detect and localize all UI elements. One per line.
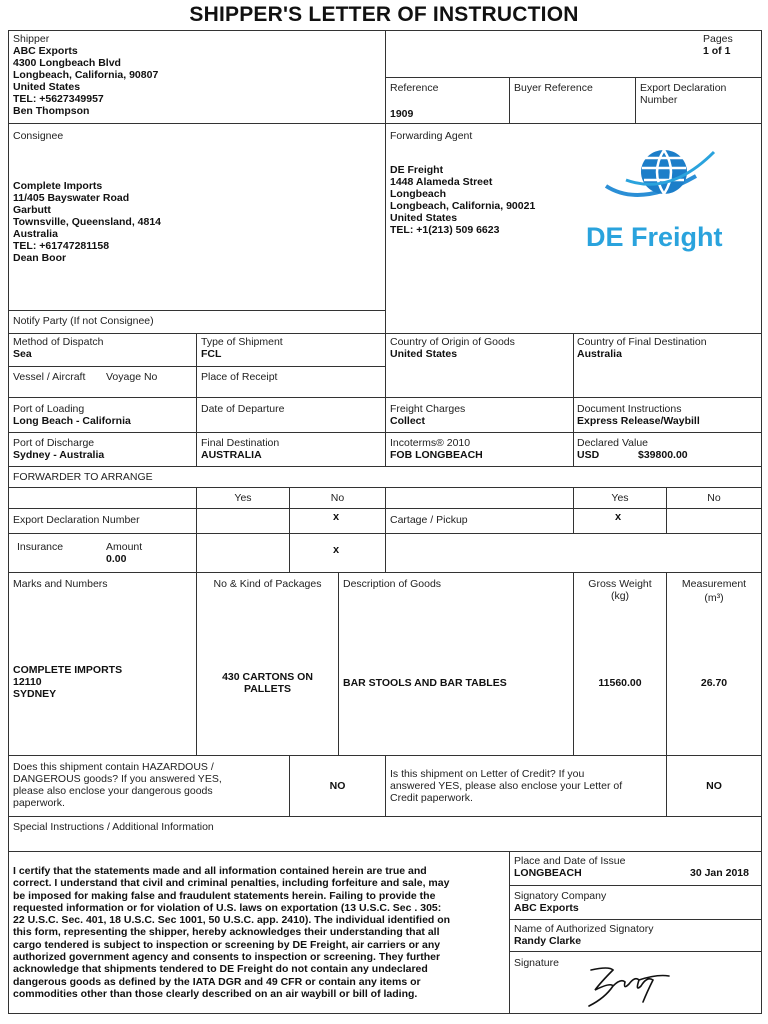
packages-cell bbox=[196, 572, 339, 756]
forwarding-agent-details: DE Freight 1448 Alameda Street Longbeach Longbeach, California, 90021 United States TEL: +1(213) 509 6623 bbox=[390, 164, 536, 236]
hazardous-answer: NO bbox=[329, 780, 346, 792]
voyage-number-label: Voyage No bbox=[106, 371, 158, 383]
no-header-right: No bbox=[707, 492, 721, 504]
reference-label: Reference bbox=[390, 82, 439, 94]
declared-value-amount: $39800.00 bbox=[638, 449, 688, 461]
forwarding-agent-label: Forwarding Agent bbox=[390, 130, 473, 142]
type-of-shipment-value: FCL bbox=[201, 348, 222, 360]
insurance-amount-label: Amount bbox=[106, 541, 143, 553]
description-value: BAR STOOLS AND BAR TABLES bbox=[343, 677, 507, 689]
shipper-label: Shipper bbox=[13, 33, 50, 45]
final-destination-value: AUSTRALIA bbox=[201, 449, 262, 461]
marks-numbers-label: Marks and Numbers bbox=[13, 578, 108, 590]
document-title: SHIPPER'S LETTER OF INSTRUCTION bbox=[189, 3, 579, 26]
insurance-no-mark: x bbox=[333, 544, 340, 556]
freight-charges-label: Freight Charges bbox=[390, 403, 466, 415]
packages-label: No & Kind of Packages bbox=[213, 578, 322, 590]
country-of-origin-label: Country of Origin of Goods bbox=[390, 336, 515, 348]
place-date-issue-label: Place and Date of Issue bbox=[514, 855, 626, 867]
type-of-shipment-label: Type of Shipment bbox=[201, 336, 283, 348]
consignee-details: Complete Imports 11/405 Bayswater Road Garbutt Townsville, Queensland, 4814 Australia TEL: +61747281158 Dean Boor bbox=[13, 180, 162, 264]
country-of-origin-value: United States bbox=[390, 348, 458, 360]
port-of-discharge-value: Sydney - Australia bbox=[13, 449, 105, 461]
country-of-final-destination-value: Australia bbox=[577, 348, 622, 360]
buyer-reference-label: Buyer Reference bbox=[514, 82, 593, 94]
export-declaration-number-label: Export Declaration Number bbox=[640, 82, 727, 106]
insurance-amount-value: 0.00 bbox=[106, 553, 127, 565]
yes-no-header-right bbox=[385, 487, 574, 509]
measurement-value: 26.70 bbox=[700, 677, 728, 689]
port-of-loading-label: Port of Loading bbox=[13, 403, 85, 415]
pages-value: 1 of 1 bbox=[703, 45, 731, 57]
globe-logo-icon bbox=[600, 146, 726, 210]
date-of-issue-value: 30 Jan 2018 bbox=[690, 867, 749, 879]
method-of-dispatch-value: Sea bbox=[13, 348, 32, 360]
export-declaration-row-label: Export Declaration Number bbox=[13, 514, 140, 526]
de-freight-logo: DE Freight bbox=[586, 222, 723, 252]
port-of-loading-value: Long Beach - California bbox=[13, 415, 131, 427]
signatory-company-label: Signatory Company bbox=[514, 890, 607, 902]
handwritten-signature bbox=[583, 962, 673, 1008]
insurance-row-cell bbox=[8, 533, 197, 573]
gross-weight-label: Gross Weight (kg) bbox=[588, 578, 652, 602]
place-of-receipt-label: Place of Receipt bbox=[201, 371, 278, 383]
incoterms-label: Incoterms® 2010 bbox=[390, 437, 471, 449]
signature-label: Signature bbox=[514, 957, 559, 969]
cartage-pickup-label: Cartage / Pickup bbox=[390, 514, 468, 526]
insurance-yes-cell bbox=[196, 533, 290, 573]
port-of-discharge-label: Port of Discharge bbox=[13, 437, 95, 449]
reference-value: 1909 bbox=[390, 108, 414, 120]
cartage-pickup-yes-mark: x bbox=[615, 511, 622, 523]
no-header-left: No bbox=[330, 492, 345, 504]
measurement-label: Measurement bbox=[681, 578, 747, 590]
authorized-signatory-label: Name of Authorized Signatory bbox=[514, 923, 654, 935]
hazardous-question: Does this shipment contain HAZARDOUS / DANGEROUS goods? If you answered YES, please also enclose your dangerous goods paperwork. bbox=[13, 761, 222, 809]
yes-header-right: Yes bbox=[611, 492, 629, 504]
vessel-aircraft-label: Vessel / Aircraft bbox=[13, 371, 86, 383]
yes-header-left: Yes bbox=[234, 492, 252, 504]
document-instructions-label: Document Instructions bbox=[577, 403, 682, 415]
notify-party-label: Notify Party (If not Consignee) bbox=[13, 315, 154, 327]
description-cell bbox=[338, 572, 574, 756]
declared-value-label: Declared Value bbox=[577, 437, 649, 449]
place-of-issue-value: LONGBEACH bbox=[514, 867, 582, 879]
marks-numbers-value: COMPLETE IMPORTS 12110 SYDNEY bbox=[13, 664, 123, 700]
insurance-label: Insurance bbox=[17, 541, 64, 553]
certification-text: I certify that the statements made and all information contained herein are true and correct. I understand that civil and criminal penalties, including forfeiture and sale, may be imposed for making false and fraudulent statements herein. Failing to provide the requested information or for violation of U.S. laws on exportation (13 U.S.C. Sec . 305: 22 U.S.C. Sec. 401, 18 U.S.C. Sec 1001, 50 U.S.C. app. 2410). The individual identified on this form, representing the shipper, hereby acknowledges their understanding that all cargo tendered is subject to inspection or screening by DE Freight, air carriers or any authorized government agency and consents to inspection or screening. They further acknowledge that shipments tendered to DE Freight do not contain any undeclared dangerous goods as defined by the IATA DGR and 49 CFR or contain any items or commodities other than those clearly described on an air waybill or bill of lading. bbox=[13, 865, 451, 1000]
method-of-dispatch-label: Method of Dispatch bbox=[13, 336, 104, 348]
description-label: Description of Goods bbox=[343, 578, 442, 590]
freight-charges-value: Collect bbox=[390, 415, 426, 427]
date-of-departure-label: Date of Departure bbox=[201, 403, 285, 415]
pages-label: Pages bbox=[703, 33, 733, 45]
export-declaration-yes-cell bbox=[196, 508, 290, 534]
document-instructions-value: Express Release/Waybill bbox=[577, 415, 700, 427]
shipper-details: ABC Exports 4300 Longbeach Blvd Longbeach, California, 90807 United States TEL: +5627349957 Ben Thompson bbox=[13, 45, 159, 117]
gross-weight-value: 11560.00 bbox=[598, 677, 642, 689]
insurance-right-blank bbox=[385, 533, 762, 573]
special-instructions-label: Special Instructions / Additional Information bbox=[13, 821, 214, 833]
yes-no-header-left bbox=[8, 487, 197, 509]
letter-of-credit-answer: NO bbox=[706, 780, 722, 792]
country-of-final-destination-label: Country of Final Destination bbox=[577, 336, 707, 348]
consignee-label: Consignee bbox=[13, 130, 64, 142]
letter-of-credit-question: Is this shipment on Letter of Credit? If you answered YES, please also enclose your Letter of Credit paperwork. bbox=[390, 768, 623, 804]
final-destination-label: Final Destination bbox=[201, 437, 280, 449]
incoterms-value: FOB LONGBEACH bbox=[390, 449, 483, 461]
export-declaration-no-mark: x bbox=[333, 511, 340, 523]
measurement-unit: (m³) bbox=[704, 592, 724, 604]
packages-value: 430 CARTONS ON PALLETS bbox=[222, 671, 313, 695]
forwarder-to-arrange-label: FORWARDER TO ARRANGE bbox=[13, 471, 153, 483]
authorized-signatory-value: Randy Clarke bbox=[514, 935, 582, 947]
cartage-pickup-no-cell bbox=[666, 508, 762, 534]
signatory-company-value: ABC Exports bbox=[514, 902, 579, 914]
declared-value-currency: USD bbox=[577, 449, 600, 461]
